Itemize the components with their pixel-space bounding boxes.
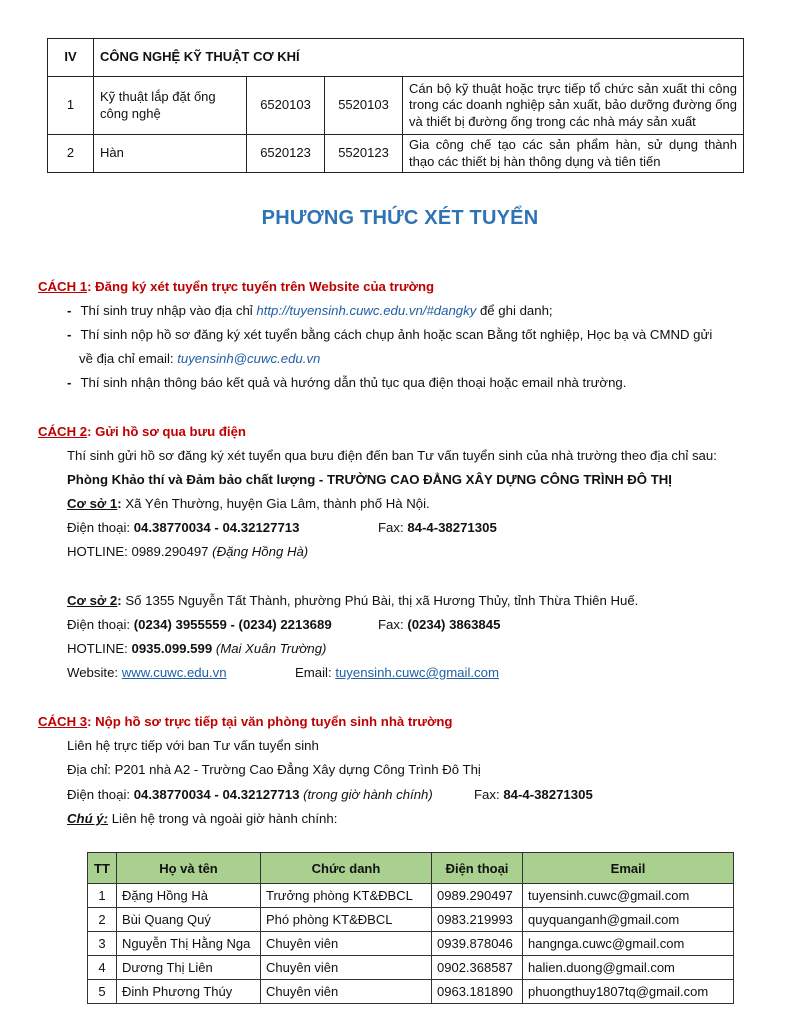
- campus2-hotline-line: [67, 641, 326, 656]
- col-header-tt: TT: [88, 853, 117, 884]
- col-header-phone: Điện thoại: [432, 853, 523, 884]
- cell-email: hangnga.cuwc@gmail.com: [523, 932, 734, 956]
- programs-table: [47, 38, 744, 173]
- method2-label: CÁCH 2: [38, 424, 88, 439]
- method3-phone-line: [67, 787, 433, 802]
- method1-bullet-2-cont: [79, 351, 320, 366]
- col-header-title: Chức danh: [261, 853, 432, 884]
- program-row: [48, 135, 744, 173]
- cell-email: phuongthuy1807tq@gmail.com: [523, 980, 734, 1004]
- campus2-fax-line: [378, 617, 500, 632]
- bullet-text: Thí sinh nộp hồ sơ đăng ký xét tuyển bằng cách chụp ảnh hoặc scan Bằng tốt nghiệp, Học bạ và CMND gửi: [80, 327, 713, 342]
- fax-label: Fax:: [378, 520, 408, 535]
- cell-tt: 2: [88, 908, 117, 932]
- program-code-intermediate: 5520123: [325, 135, 403, 173]
- campus1-address-line: Cơ sở 1: Xã Yên Thường, huyện Gia Lâm, thành phố Hà Nội.: [67, 496, 430, 511]
- campus1-hotline: 0989.290497: [131, 544, 209, 559]
- contacts-header-row: [88, 853, 734, 884]
- phone-label: Điện thoại:: [67, 617, 134, 632]
- registration-link[interactable]: http://tuyensinh.cuwc.edu.vn/#dangky: [256, 303, 477, 318]
- cell-phone: 0939.878046: [432, 932, 523, 956]
- method2-heading: [38, 424, 246, 439]
- cell-title: Chuyên viên: [261, 932, 432, 956]
- cell-phone: 0902.368587: [432, 956, 523, 980]
- cell-name: Đặng Hồng Hà: [117, 884, 261, 908]
- hotline-label: HOTLINE:: [67, 544, 132, 559]
- col-header-name: Họ và tên: [117, 853, 261, 884]
- campus1-phone-line: [67, 520, 299, 535]
- fax-label: Fax:: [378, 617, 408, 632]
- cell-name: Nguyễn Thị Hằng Nga: [117, 932, 261, 956]
- program-name: Kỹ thuật lắp đặt ống công nghệ: [94, 77, 247, 135]
- method3-phone-note: (trong giờ hành chính): [299, 787, 433, 802]
- campus2-address-line: Cơ sở 2: Số 1355 Nguyễn Tất Thành, phường Phú Bài, thị xã Hương Thủy, tỉnh Thừa Thiên Huế.: [67, 593, 639, 608]
- campus2-address: Số 1355 Nguyễn Tất Thành, phường Phú Bài, thị xã Hương Thủy, tỉnh Thừa Thiên Huế.: [121, 593, 639, 608]
- program-description: Gia công chế tạo các sản phẩm hàn, sử dụng thành thạo các thiết bị hàn thông dụng và tiên tiến: [403, 135, 744, 173]
- email-line: [295, 665, 499, 680]
- campus2-hotline-name: (Mai Xuân Trường): [215, 641, 327, 656]
- cell-tt: 5: [88, 980, 117, 1004]
- cell-tt: 4: [88, 956, 117, 980]
- program-description: Cán bộ kỹ thuật hoặc trực tiếp tổ chức sản xuất thi công trong các doanh nghiệp sản xuất, bảo dưỡng đường ống và thiết bị đường ống trong các nhà máy sản xuất: [403, 77, 744, 135]
- method1-bullet-2: - Thí sinh nộp hồ sơ đăng ký xét tuyển bằng cách chụp ảnh hoặc scan Bằng tốt nghiệp, Học bạ và CMND gửi: [67, 327, 713, 342]
- program-no: 2: [48, 135, 94, 173]
- fax-label: Fax:: [474, 787, 504, 802]
- cell-title: Chuyên viên: [261, 956, 432, 980]
- campus2-hotline: 0935.099.599: [131, 641, 213, 656]
- method1-heading: [38, 279, 434, 294]
- method3-fax-line: [474, 787, 593, 802]
- method3-contact: Liên hệ trực tiếp với ban Tư vấn tuyển sinh: [67, 738, 319, 753]
- campus1-hotline-line: [67, 544, 308, 559]
- method3-heading-text: : Nộp hồ sơ trực tiếp tại văn phòng tuyển sinh nhà trường: [87, 714, 453, 729]
- note-text: Liên hệ trong và ngoài giờ hành chính:: [108, 811, 338, 826]
- page-title: PHƯƠNG THỨC XÉT TUYỂN: [261, 207, 539, 229]
- phone-label: Điện thoại:: [67, 787, 134, 802]
- program-name: Hàn: [94, 135, 247, 173]
- cell-name: Đinh Phương Thúy: [117, 980, 261, 1004]
- cell-email: quyquanganh@gmail.com: [523, 908, 734, 932]
- campus1-phone: 04.38770034 - 04.32127713: [133, 520, 300, 535]
- method3-heading: [38, 714, 452, 729]
- method3-phone: 04.38770034 - 04.32127713: [133, 787, 300, 802]
- campus1-hotline-name: (Đặng Hồng Hà): [212, 544, 309, 559]
- cell-title: Phó phòng KT&ĐBCL: [261, 908, 432, 932]
- cell-email: tuyensinh.cuwc@gmail.com: [523, 884, 734, 908]
- cell-email: halien.duong@gmail.com: [523, 956, 734, 980]
- campus2-phone: (0234) 3955559 - (0234) 2213689: [133, 617, 332, 632]
- program-code-college: 6520123: [247, 135, 325, 173]
- cell-tt: 3: [88, 932, 117, 956]
- col-header-email: Email: [523, 853, 734, 884]
- section-title: CÔNG NGHỆ KỸ THUẬT CƠ KHÍ: [94, 39, 744, 77]
- cell-phone: 0983.219993: [432, 908, 523, 932]
- note-label: Chú ý:: [67, 811, 109, 826]
- method2-heading-text: : Gửi hồ sơ qua bưu điện: [87, 424, 246, 439]
- website-line: [67, 665, 227, 680]
- office-name: Phòng Khảo thí và Đảm bảo chất lượng - TRƯỜNG CAO ĐẲNG XÂY DỰNG CÔNG TRÌNH ĐÔ THỊ: [67, 472, 672, 487]
- website-label: Website:: [67, 665, 122, 680]
- section-number: IV: [48, 39, 94, 77]
- hotline-label: HOTLINE:: [67, 641, 132, 656]
- cell-tt: 1: [88, 884, 117, 908]
- method1-label: CÁCH 1: [38, 279, 88, 294]
- method1-heading-text: : Đăng ký xét tuyển trực tuyến trên Website của trường: [87, 279, 435, 294]
- website-link[interactable]: www.cuwc.edu.vn: [121, 665, 227, 680]
- campus2-phone-line: [67, 617, 332, 632]
- email-link[interactable]: tuyensinh.cuwc@gmail.com: [335, 665, 499, 680]
- campus1-label: Cơ sở 1: [67, 496, 118, 511]
- bullet-text: Thí sinh nhận thông báo kết quả và hướng dẫn thủ tục qua điện thoại hoặc email nhà trường.: [80, 375, 627, 390]
- campus1-fax: 84-4-38271305: [407, 520, 497, 535]
- program-row: [48, 77, 744, 135]
- campus2-fax: (0234) 3863845: [407, 617, 501, 632]
- method3-fax: 84-4-38271305: [503, 787, 593, 802]
- program-no: 1: [48, 77, 94, 135]
- table-row: [88, 884, 734, 908]
- cell-name: Bùi Quang Quý: [117, 908, 261, 932]
- method3-label: CÁCH 3: [38, 714, 88, 729]
- cell-title: Trưởng phòng KT&ĐBCL: [261, 884, 432, 908]
- email-label: Email:: [295, 665, 336, 680]
- method1-bullet-1: - Thí sinh truy nhập vào địa chỉ http://tuyensinh.cuwc.edu.vn/#dangky để ghi danh;: [67, 303, 553, 318]
- campus1-address: Xã Yên Thường, huyện Gia Lâm, thành phố Hà Nội.: [121, 496, 430, 511]
- program-code-college: 6520103: [247, 77, 325, 135]
- table-row: [88, 932, 734, 956]
- bullet-text: về địa chỉ email:: [79, 351, 178, 366]
- program-code-intermediate: 5520103: [325, 77, 403, 135]
- table-row: [88, 956, 734, 980]
- bullet-text: Thí sinh truy nhập vào địa chỉ: [80, 303, 257, 318]
- method3-address: Địa chỉ: P201 nhà A2 - Trường Cao Đẳng Xây dựng Công Trình Đô Thị: [67, 762, 481, 777]
- contacts-table: [87, 852, 734, 1004]
- phone-label: Điện thoại:: [67, 520, 134, 535]
- cell-name: Dương Thị Liên: [117, 956, 261, 980]
- cell-title: Chuyên viên: [261, 980, 432, 1004]
- cell-phone: 0963.181890: [432, 980, 523, 1004]
- method1-bullet-3: - Thí sinh nhận thông báo kết quả và hướng dẫn thủ tục qua điện thoại hoặc email nhà trường.: [67, 375, 627, 390]
- campus2-label: Cơ sở 2: [67, 593, 118, 608]
- campus1-fax-line: [378, 520, 497, 535]
- table-row: [88, 908, 734, 932]
- section-header-row: [48, 39, 744, 77]
- bullet-text: để ghi danh;: [476, 303, 553, 318]
- method3-note-line: [67, 811, 337, 826]
- admission-email-link[interactable]: tuyensinh@cuwc.edu.vn: [177, 351, 321, 366]
- table-row: [88, 980, 734, 1004]
- method2-intro: Thí sinh gửi hồ sơ đăng ký xét tuyển qua bưu điện đến ban Tư vấn tuyển sinh của nhà trường theo địa chỉ sau:: [67, 448, 717, 463]
- cell-phone: 0989.290497: [432, 884, 523, 908]
